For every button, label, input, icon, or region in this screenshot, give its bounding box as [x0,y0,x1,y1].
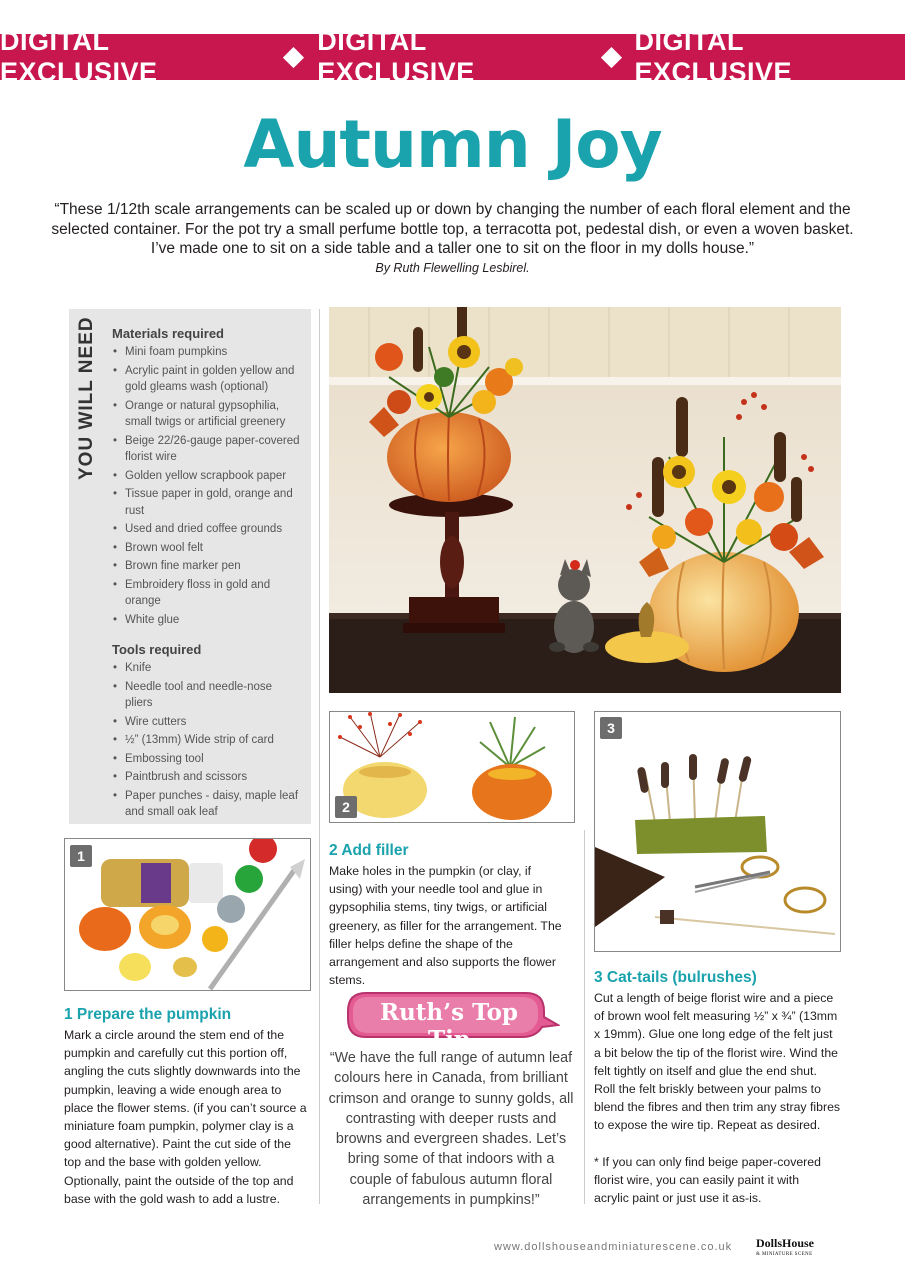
column-rule [584,830,585,1204]
article-byline: By Ruth Flewelling Lesbirel. [375,261,530,275]
tools-list [112,660,302,821]
step-3-photo [594,711,841,952]
step-2-number: 2 [335,796,357,818]
list-item: • Paper punches - daisy, maple leaf and small oak leaf [112,788,302,821]
materials-list [112,344,302,628]
step-2-text: Make holes in the pumpkin (or clay, if using) with your needle tool and glue in gypsophilia stems, tiny twigs, or artificial greenery, as filler for the arrangement. The filler helps define the shape of the arrangement and also supports the flower stems. [329,864,562,988]
banner-text: DIGITAL EXCLUSIVE [317,26,475,87]
step-3-note: * If you can only find beige paper-covered florist wire, you can easily paint it with acrylic paint or just use it as-is. [594,1155,821,1206]
list-item: • Tissue paper in gold, orange and rust [112,486,302,519]
list-item: • Paintbrush and scissors [112,769,302,786]
you-will-need-text: YOU WILL NEED [76,316,97,480]
top-tip-badge [346,991,560,1053]
logo-text: DollsHouse [756,1236,815,1250]
banner-text: DIGITAL EXCLUSIVE [0,26,158,87]
list-item: • Beige 22/26-gauge paper-covered florist wire [112,433,302,466]
list-item: • Needle tool and needle-nose pliers [112,679,302,712]
dollshouse-logo [756,1238,814,1260]
top-tip-label: Ruth’s Top Tip [379,999,519,1053]
list-item: • Orange or natural gypsophilia, small twigs or artificial greenery [112,398,302,431]
list-item: • Acrylic paint in golden yellow and gold gleams wash (optional) [112,363,302,396]
panel-stripe [64,309,69,824]
filler-pumpkins-illustration [330,712,574,822]
materials-list-block [112,326,302,823]
list-item: • White glue [112,612,302,629]
logo-subtext: & MINIATURE SCENE [756,1252,813,1257]
step-1-photo [64,838,311,991]
footer-url[interactable]: www.dollshouseandminiaturescene.co.uk [494,1241,733,1253]
banner-text: DIGITAL EXCLUSIVE [634,26,793,87]
cattails-illustration [595,712,840,951]
list-item: • Used and dried coffee grounds [112,521,302,538]
top-tip-quote: “We have the full range of autumn leaf colours here in Canada, from brilliant crimson and orange to sunny golds, all contrasting with deeper rusts and browns and evergreen shades. Let’s bring some of that indoors with a couple of fabulous autumn floral arrangements in pumpkins!” [328,1050,574,1209]
pumpkin-prep-illustration [65,839,310,990]
you-will-need-heading [74,312,98,482]
diamond-icon [601,46,622,67]
tools-title: Tools required [112,642,202,657]
list-item: • Brown fine marker pen [112,558,302,575]
main-arrangement-photo [329,307,841,693]
step-1-number: 1 [70,845,92,867]
step-1-text: Mark a circle around the stem end of the pumpkin and carefully cut this portion off, angling the cuts slightly downwards into the pumpkin, leaving a wide enough area to place the flower stems. (if you can’t source a miniature foam pumpkin, polymer clay is a good alternative). Paint the cut side of the top and the base with golden yellow. Optionally, paint the outside of the top and base with the gold wash to add a lustre. [64,1028,307,1206]
article-title: Autumn Joy [243,106,662,183]
diamond-icon [283,46,304,67]
list-item: • Mini foam pumpkins [112,344,302,361]
list-item: • Brown wool felt [112,540,302,557]
step-2-heading: 2 Add filler [329,842,409,859]
list-item: • Wire cutters [112,714,302,731]
list-item: • ½” (13mm) Wide strip of card [112,732,302,749]
list-item: • Knife [112,660,302,677]
arrangement-illustration [329,307,841,693]
materials-title: Materials required [112,326,224,341]
step-2-photo [329,711,575,823]
list-item: • Embossing tool [112,751,302,768]
digital-exclusive-banner [0,26,905,87]
step-1-heading: 1 Prepare the pumpkin [64,1006,232,1023]
step-3-text: Cut a length of beige florist wire and a piece of brown wool felt measuring ½” x ¾” (13mm x 19mm). Glue one long edge of the felt just a bit below the tip of the florist wire. Wind the felt tightly on itself and glue the end shut. Roll the felt briskly between your palms to blend the fibres and then trim any stray fibres to expose the wire tip. Repeat as desired. [594,991,841,1133]
step-3-number: 3 [600,717,622,739]
list-item: • Golden yellow scrapbook paper [112,468,302,485]
column-rule [319,309,320,1204]
list-item: • Embroidery floss in gold and orange [112,577,302,610]
step-3-heading: 3 Cat-tails (bulrushes) [594,969,757,986]
article-intro: “These 1/12th scale arrangements can be scaled up or down by changing the number of each floral element and the selected container. For the pot try a small perfume bottle top, a terracotta pot, pedestal dish, or even a woven basket. I’ve made one to sit on a side table and a taller one to sit on the floor in my dolls house.” [51,201,854,257]
